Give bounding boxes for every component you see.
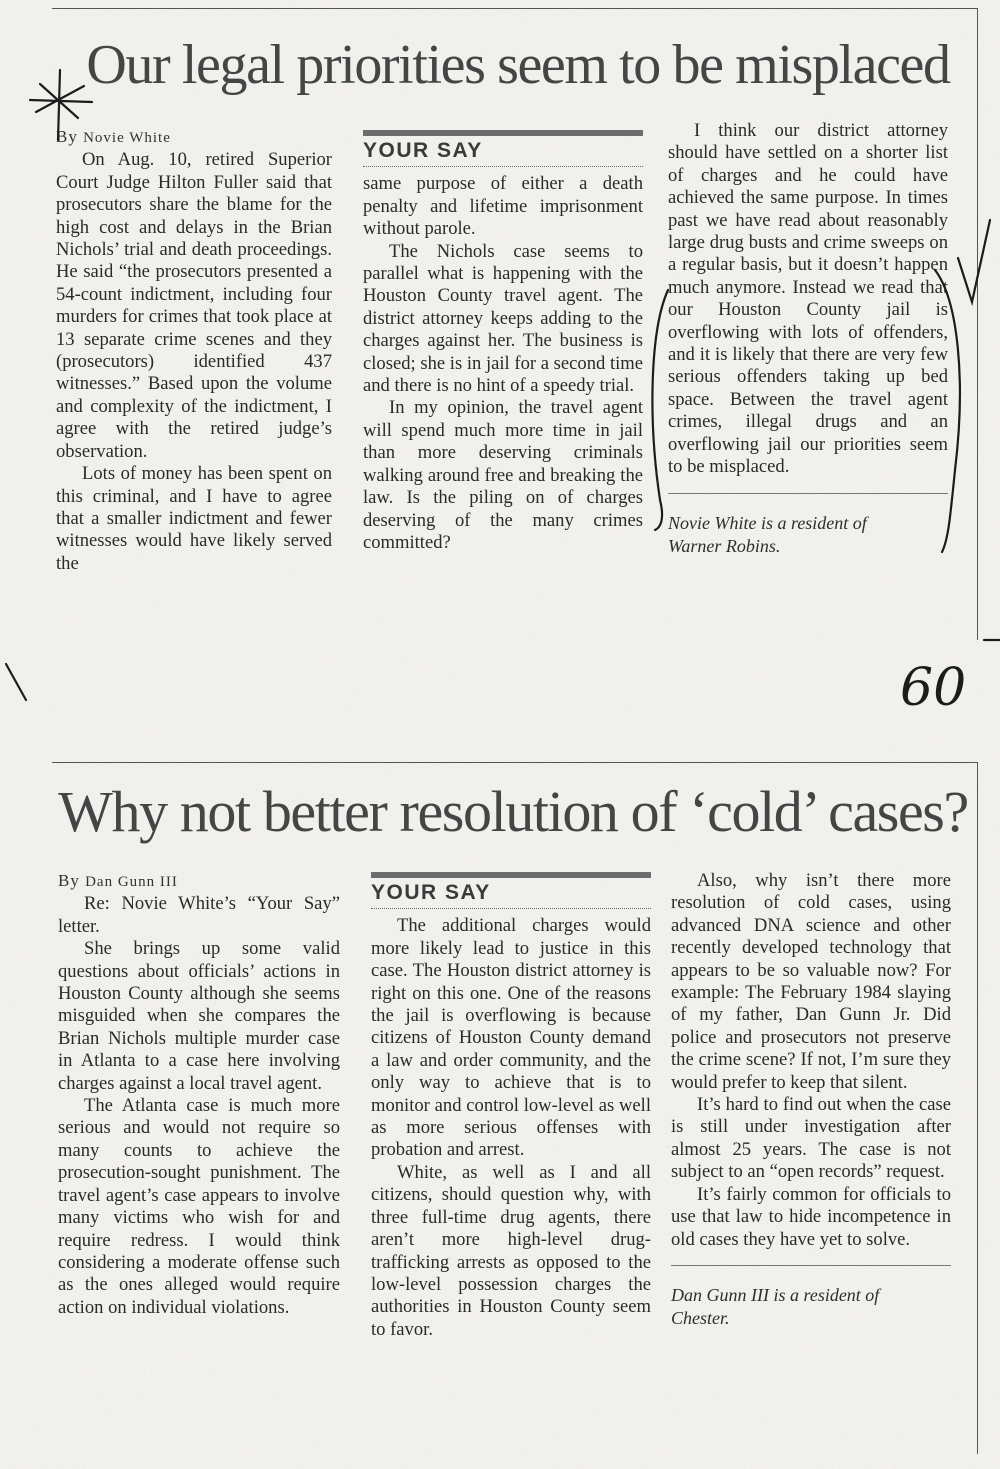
byline-prefix: By — [56, 127, 84, 146]
section-header — [371, 872, 651, 909]
bio-line: Chester. — [671, 1307, 730, 1328]
paragraph: It’s hard to find out when the case is still under investigation after almost 25 years. The case is not subject to an “open records” request. — [671, 1094, 951, 1183]
byline-author: Dan Gunn III — [85, 874, 178, 890]
paragraph: She brings up some valid questions about officials’ actions in Houston County although she seems misguided when she compares the Brian Nichols multiple murder case in Atlanta to a case here involving charges against a local travel agent. — [58, 938, 340, 1094]
paragraph: I think our district attorney should have settled on a shorter list of charges and he could have achieved the same purpose. In times past we have read about reasonably large drug busts and crime sweeps on a regular basis, but it doesn’t happen much anymore. Instead we read that our Houston County jail is overflowing with lots of offenders, and it is likely that there are very few serious offenders taking up bed space. Between the travel agent crimes, illegal drugs and an overflowing jail our priorities seem to be misplaced. — [668, 120, 948, 478]
column-1 — [58, 870, 340, 1319]
byline-author: Novie White — [83, 130, 171, 146]
paragraph: Lots of money has been spent on this criminal, and I have to agree that a smaller indictment and fewer witnesses would have likely served the — [56, 463, 332, 574]
article-legal-priorities — [38, 8, 978, 648]
paragraph: The additional charges would more likely lead to justice in this case. The Houston district attorney is right on this one. One of the reasons the jail is overflowing is because citizens of Houston County demand a law and order community, and the only way to achieve that is to monitor and control low-level as well as more serious offenses with probation and arrest. — [371, 915, 651, 1161]
headline: Our legal priorities seem to be misplaced — [86, 34, 950, 96]
bio-line: Dan Gunn III is a resident of — [671, 1284, 880, 1305]
section-header — [363, 130, 643, 167]
column-3 — [671, 870, 951, 1330]
byline — [58, 870, 340, 893]
section-label: YOUR SAY — [371, 872, 651, 904]
column-2 — [371, 872, 651, 1341]
paragraph: same purpose of either a death penalty and lifetime imprisonment without parole. — [363, 173, 643, 240]
top-rule — [52, 8, 978, 9]
author-bio — [668, 493, 948, 558]
paragraph: The Atlanta case is much more serious and would not require so many counts to achieve the prosecution-sought punishment. The travel agent’s case appears to involve many victims who wish for and require redress. I would think considering a moderate offense such as the ones alleged would require action on individual violations. — [58, 1095, 340, 1318]
section-label: YOUR SAY — [363, 130, 643, 162]
column-1 — [56, 126, 332, 575]
column-2 — [363, 130, 643, 554]
byline — [56, 126, 332, 149]
bio-line: Novie White is a resident of — [668, 512, 867, 533]
top-rule — [52, 762, 978, 763]
article-cold-cases — [38, 762, 978, 1462]
right-rule — [977, 8, 978, 640]
paragraph: Also, why isn’t there more resolution of cold cases, using advanced DNA science and other recently developed technology that appears to be so valuable now? For example: The February 1984 slaying of my father, Dan Gunn Jr. Did police and prosecutors not preserve the crime scene? If not, I’m sure they would prefer to keep that silent. — [671, 870, 951, 1093]
author-bio — [671, 1265, 951, 1330]
paragraph: The Nichols case seems to parallel what is happening with the Houston County travel agent. The district attorney keeps adding to the charges against her. The business is closed; she is in jail for a second time and there is no hint of a speedy trial. — [363, 240, 643, 397]
paragraph: White, as well as I and all citizens, should question why, with three full-time drug agents, there aren’t more high-level drug-trafficking arrests as opposed to the low-level possession charges the authorities in Houston County seem to favor. — [371, 1161, 651, 1340]
paragraph: In my opinion, the travel agent will spend much more time in jail than more deserving criminals walking around free and breaking the law. Is the piling on of charges deserving of the many crimes committed? — [363, 397, 643, 553]
right-rule — [977, 762, 978, 1454]
handwritten-page-number: 60 — [900, 658, 967, 718]
paragraph: It’s fairly common for officials to use that law to hide incompetence in old cases they have yet to solve. — [671, 1183, 951, 1250]
paragraph: Re: Novie White’s “Your Say” letter. — [58, 893, 340, 937]
column-3 — [668, 120, 948, 558]
bio-line: Warner Robins. — [668, 535, 781, 556]
byline-prefix: By — [58, 871, 86, 890]
headline: Why not better resolution of ‘cold’ cases? — [58, 779, 968, 844]
paragraph: On Aug. 10, retired Superior Court Judge Hilton Fuller said that prosecutors share the blame for the high cost and delays in the Brian Nichols’ trial and death proceedings. He said “the prosecutors presented a 54-count indictment, including four murders for crimes that took place at 13 separate crime scenes and they (prosecutors) identified 437 witnesses.” Based upon the volume and complexity of the indictment, I agree with the retired judge’s observation. — [56, 149, 332, 462]
